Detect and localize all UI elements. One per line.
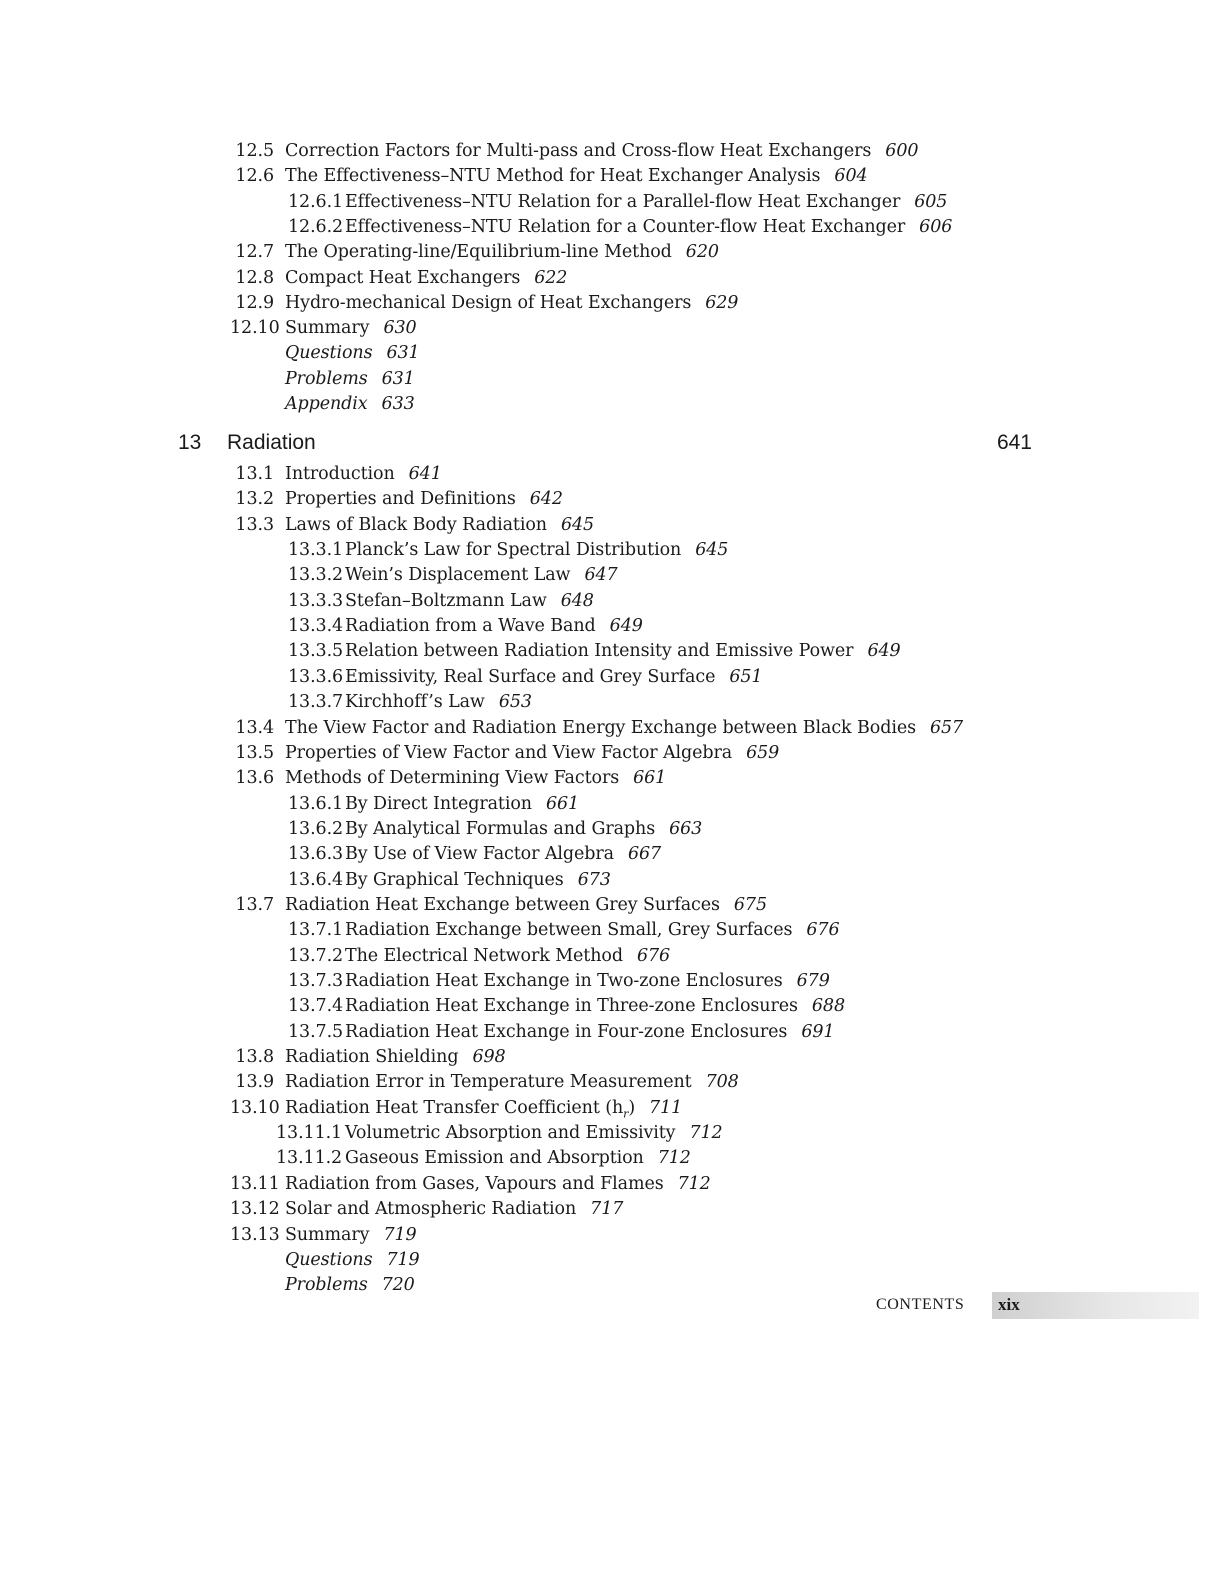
toc-page-number: 657	[929, 717, 964, 738]
toc-section	[230, 317, 417, 339]
toc-section	[230, 1071, 739, 1093]
toc-title: Summary	[285, 318, 370, 339]
toc-subsection	[288, 590, 594, 612]
toc-page-number: 604	[834, 166, 868, 187]
toc-title: Radiation Error in Temperature Measurement	[285, 1072, 692, 1093]
toc-number: 13.3.5	[288, 641, 344, 662]
toc-page-number: 653	[498, 692, 532, 713]
toc-page-number: 673	[577, 869, 611, 890]
toc-page-number: 605	[914, 191, 948, 212]
toc-subsection	[288, 793, 579, 815]
toc-number: 13.7.4	[288, 996, 344, 1017]
toc-section	[230, 1046, 506, 1068]
toc-number: 13.7.2	[288, 945, 344, 966]
toc-subsection	[288, 995, 845, 1017]
toc-subsection	[276, 1147, 691, 1169]
toc-subsection	[276, 1122, 723, 1144]
toc-title: Methods of Determining View Factors	[285, 768, 620, 789]
toc-subsection	[288, 539, 728, 561]
toc-number: 13.3.1	[288, 540, 344, 561]
toc-page-number: 717	[590, 1199, 624, 1220]
toc-section	[230, 514, 594, 536]
toc-title-subscript: r	[623, 1107, 629, 1121]
toc-number: 12.6.1	[288, 191, 344, 212]
toc-number: 13.11.1	[276, 1123, 343, 1144]
toc-title: Solar and Atmospheric Radiation	[285, 1199, 577, 1220]
toc-title: Laws of Black Body Radiation	[285, 514, 547, 535]
toc-page-number: 641	[408, 464, 442, 484]
toc-section	[230, 894, 767, 916]
toc-page-number: 712	[657, 1148, 691, 1169]
toc-page-number: 633	[381, 394, 415, 414]
toc-section	[230, 1097, 682, 1126]
toc-section	[230, 267, 567, 289]
toc-number: 13.7.5	[288, 1021, 344, 1042]
toc-number: 13.3.3	[288, 590, 344, 611]
toc-title: The Operating-line/Equilibrium-line Method	[285, 242, 672, 263]
toc-number: 12.6.2	[288, 216, 344, 237]
toc-end-item	[285, 393, 415, 415]
toc-title: Radiation Heat Exchange in Four-zone Enclosures	[345, 1021, 788, 1042]
toc-title: By Use of View Factor Algebra	[345, 844, 614, 865]
toc-title: The View Factor and Radiation Energy Exchange between Black Bodies	[285, 717, 916, 738]
toc-page-number: 719	[386, 1249, 420, 1270]
toc-number: 13.3.7	[288, 692, 344, 713]
toc-page-number: 622	[534, 267, 568, 288]
toc-title: Stefan–Boltzmann Law	[345, 590, 547, 611]
chapter-number: 13	[178, 431, 202, 454]
toc-end-item	[285, 342, 420, 364]
toc-page-number: 651	[729, 666, 763, 687]
toc-title: Correction Factors for Multi-pass and Cross-flow Heat Exchangers	[285, 141, 872, 161]
toc-title: Gaseous Emission and Absorption	[345, 1148, 644, 1169]
toc-subsection	[288, 818, 702, 840]
toc-subsection	[288, 640, 901, 662]
toc-number: 13.7	[235, 894, 274, 915]
toc-subsection	[288, 869, 611, 891]
toc-number: 13.12	[230, 1199, 280, 1220]
toc-subsection	[288, 1021, 834, 1043]
toc-number: 13.4	[235, 717, 274, 738]
toc-end-item	[285, 1274, 415, 1296]
toc-number: 13.2	[235, 489, 274, 510]
toc-number: 13.3.4	[288, 616, 344, 637]
toc-title: Radiation Exchange between Small, Grey Surfaces	[345, 920, 793, 941]
toc-title: Questions	[285, 343, 373, 364]
toc-page-number: 642	[529, 489, 563, 510]
toc-page-number: 600	[885, 141, 919, 161]
toc-number: 13.9	[235, 1072, 274, 1093]
chapter-page: 641	[996, 431, 1032, 454]
toc-number: 12.8	[235, 267, 274, 288]
toc-title: Appendix	[285, 394, 368, 414]
toc-page-number: 679	[796, 971, 830, 991]
toc-subsection	[288, 945, 670, 967]
toc-title: Radiation from a Wave Band	[345, 616, 596, 637]
toc-page-number: 720	[381, 1275, 415, 1296]
toc-title: Hydro-mechanical Design of Heat Exchangers	[285, 292, 692, 313]
toc-number: 12.6	[235, 166, 274, 187]
toc-number: 13.10	[230, 1097, 280, 1118]
toc-section	[230, 742, 779, 764]
toc-page-number: 630	[383, 318, 417, 339]
toc-number: 13.3.2	[288, 565, 344, 586]
toc-section	[230, 463, 442, 485]
toc-title: Wein’s Displacement Law	[345, 565, 571, 586]
toc-section	[230, 717, 963, 739]
toc-number: 13.3.6	[288, 666, 344, 687]
toc-page-number: 675	[733, 894, 767, 915]
toc-page-number: 661	[633, 768, 667, 789]
toc-end-item	[285, 368, 415, 390]
toc-number: 13.11.2	[276, 1148, 343, 1169]
toc-title: Questions	[285, 1249, 373, 1270]
toc-title: Volumetric Absorption and Emissivity	[345, 1123, 676, 1144]
toc-page-number: 712	[689, 1123, 723, 1144]
toc-page-number: 645	[695, 540, 729, 561]
toc-number: 13.1	[235, 464, 274, 484]
toc-section	[230, 140, 918, 162]
toc-title	[285, 1097, 636, 1121]
toc-subsection	[288, 216, 952, 238]
toc-title-text: Radiation Heat Transfer Coefficient (h	[285, 1097, 624, 1118]
toc-page-number: 649	[867, 641, 901, 662]
toc-number: 13.6.2	[288, 818, 344, 839]
toc-title: Effectiveness–NTU Relation for a Counter-flow Heat Exchanger	[345, 216, 906, 237]
toc-page-number: 667	[627, 844, 662, 865]
toc-page-number: 631	[386, 343, 420, 364]
toc-subsection	[288, 919, 839, 941]
toc-number: 13.11	[230, 1173, 280, 1194]
toc-number: 13.8	[235, 1047, 274, 1068]
toc-page-number: 659	[746, 742, 780, 763]
toc-section	[230, 292, 738, 314]
footer-page-bar	[992, 1292, 1199, 1319]
toc-page-number: 698	[472, 1047, 506, 1068]
footer-label: CONTENTS	[876, 1296, 965, 1313]
toc-title: Planck’s Law for Spectral Distribution	[345, 540, 682, 561]
toc-title: Emissivity, Real Surface and Grey Surface	[345, 666, 716, 687]
chapter-heading	[0, 431, 1214, 459]
toc-page-number: 688	[811, 996, 845, 1017]
toc-number: 13.6	[235, 768, 274, 789]
toc-page-number: 711	[649, 1097, 683, 1118]
toc-subsection	[288, 615, 643, 637]
toc-subsection	[288, 691, 532, 713]
toc-page-number: 661	[545, 793, 580, 814]
toc-page-number: 629	[705, 292, 739, 313]
toc-title: By Graphical Techniques	[345, 869, 564, 890]
toc-title: Radiation Heat Exchange in Two-zone Enclosures	[345, 971, 783, 991]
toc-page-number: 648	[560, 590, 594, 611]
toc-page-number: 645	[560, 514, 595, 535]
toc-subsection	[288, 970, 830, 992]
toc-number: 13.5	[235, 742, 274, 763]
toc-title-end: )	[628, 1097, 636, 1118]
toc-title: Compact Heat Exchangers	[285, 267, 521, 288]
toc-title: Radiation from Gases, Vapours and Flames	[285, 1173, 664, 1194]
toc-section	[230, 1198, 623, 1220]
toc-page-number: 631	[381, 368, 415, 389]
toc-number: 13.7.3	[288, 971, 344, 991]
toc-number: 13.3	[235, 514, 274, 535]
toc-title: The Electrical Network Method	[345, 945, 623, 966]
toc-page-number: 676	[636, 945, 671, 966]
toc-title: Relation between Radiation Intensity and Emissive Power	[345, 641, 854, 662]
toc-page-number: 606	[919, 216, 953, 237]
toc-number: 13.13	[230, 1224, 280, 1245]
toc-subsection	[288, 843, 661, 865]
toc-page-number: 712	[677, 1173, 711, 1194]
toc-section	[230, 1224, 417, 1246]
toc-title: The Effectiveness–NTU Method for Heat Exchanger Analysis	[285, 166, 821, 187]
toc-page-number: 719	[383, 1224, 417, 1245]
toc-section	[230, 767, 666, 789]
toc-title: Radiation Shielding	[285, 1047, 459, 1068]
toc-title: Kirchhoff’s Law	[345, 692, 485, 713]
toc-title: By Analytical Formulas and Graphs	[345, 818, 656, 839]
toc-subsection	[288, 666, 762, 688]
toc-page-number: 620	[685, 242, 719, 263]
toc-page-number: 649	[609, 616, 643, 637]
toc-page-number: 676	[806, 920, 840, 941]
toc-end-item	[285, 1249, 420, 1271]
chapter-title: Radiation	[227, 431, 316, 454]
toc-subsection	[288, 191, 947, 213]
toc-page-number: 663	[669, 818, 703, 839]
toc-title: Problems	[285, 368, 368, 389]
toc-title: Radiation Heat Exchange between Grey Surfaces	[285, 894, 720, 915]
toc-page-number: 647	[584, 565, 618, 586]
toc-title: Summary	[285, 1224, 370, 1245]
toc-page-number: 708	[705, 1072, 739, 1093]
toc-number: 13.7.1	[288, 920, 344, 941]
toc-number: 12.9	[235, 292, 274, 313]
toc-section	[230, 165, 868, 187]
toc-title: By Direct Integration	[345, 793, 532, 814]
toc-number: 13.6.4	[288, 869, 344, 890]
footer-page-number: xix	[998, 1295, 1020, 1314]
toc-title: Radiation Heat Exchange in Three-zone Enclosures	[345, 996, 798, 1017]
toc-page-number: 691	[801, 1021, 835, 1042]
toc-section	[230, 488, 563, 510]
toc-number: 12.10	[230, 318, 280, 339]
toc-section	[230, 241, 719, 263]
toc-title: Introduction	[285, 464, 395, 484]
toc-title: Properties of View Factor and View Factor Algebra	[285, 742, 733, 763]
toc-number: 12.5	[235, 141, 274, 161]
toc-title: Effectiveness–NTU Relation for a Parallel-flow Heat Exchanger	[345, 191, 901, 212]
toc-title: Problems	[285, 1275, 368, 1296]
toc-number: 12.7	[235, 242, 274, 263]
toc-number: 13.6.3	[288, 844, 344, 865]
toc-title: Properties and Definitions	[285, 489, 516, 510]
toc-number: 13.6.1	[288, 793, 344, 814]
toc-subsection	[288, 564, 618, 586]
toc-section	[230, 1173, 711, 1195]
